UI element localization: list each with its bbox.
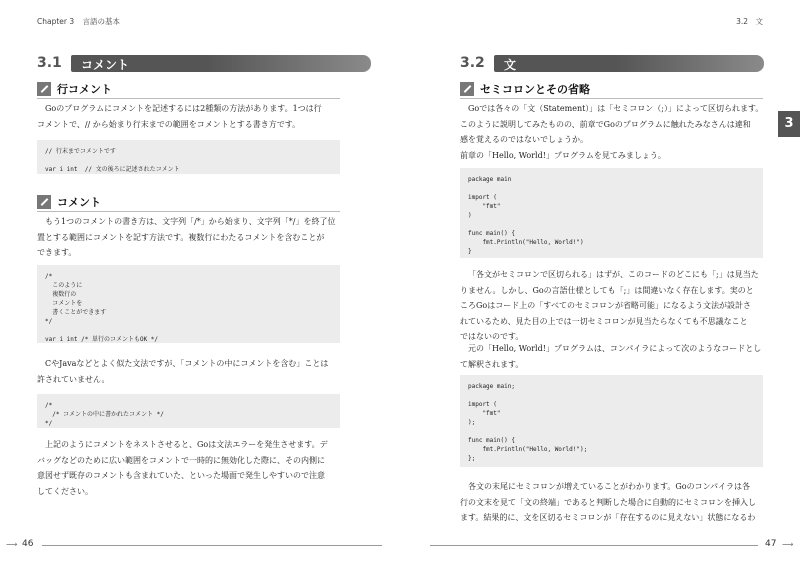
page-number-left: 46 (22, 539, 34, 549)
subheading-line-comment (37, 82, 340, 96)
subheading-title: セミコロンとその省略 (480, 83, 590, 96)
pencil-icon (460, 82, 474, 96)
page-number-right: 47 (765, 539, 777, 549)
paragraph: Goでは各々の「文（Statement）」は「セミコロン（;）」によって区切られます。 このように説明してみたものの、前章でGoのプログラムに触れたみなさんは違和 感を覚えるのではないでしょうか。 前章の「Hello, World!」プログラムを見てみましょう。 (460, 104, 764, 160)
arrow-right-icon: ⟶ (782, 540, 794, 549)
paragraph: Goのプログラムにコメントを記述するには2種類の方法があります。1つは行 コメントで、// から始まり行末までの範囲をコメントとする書き方です。 (37, 104, 322, 129)
pencil-icon (37, 195, 51, 209)
paragraph: 各文の末尾にセミコロンが増えていることがわかります。Goのコンパイラは各 行の文末を見て「文の終端」であると判断した場合に自動的にセミコロンを挿入し ます。結果的に、文を区切るセミコロンが「存在するのに見えない」状態になるわ (460, 482, 756, 522)
code-block: /* /* コメントの中に書かれたコメント */ */ (37, 394, 340, 428)
footer-rule-right (430, 545, 758, 546)
code-block: /* このように 複数行の コメントを 書くことができます */ var i int /* 単行のコメントもOK */ (37, 265, 340, 343)
paragraph: 上記のようにコメントをネストさせると、Goは文法エラーを発生させます。デ バッグなどのために広い範囲をコメントで一時的に無効化した際に、その内側に 意図せず既存のコメントも含まれていた、といった場面で発生しやすいので注意 してください。 (37, 440, 328, 496)
subheading-semicolon (460, 82, 763, 96)
section-number: 3.1 (37, 55, 62, 71)
chapter-tab: 3 (778, 111, 800, 137)
paragraph: 「各文がセミコロンで区切られる」はずが、このコードのどこにも「;」は見当た りません。しかし、Goの言語仕様としても「;」は間違いなく存在します。実のと ころGoはコード上の「すべてのセミコロンが省略可能」になるよう文法が設計さ れているため、見た目の上では一切セミコロンが見当たらなくても不思議なこと ではないのです。 (460, 270, 759, 341)
chapter-label: Chapter 3 (37, 17, 75, 26)
section-title-bar (494, 55, 764, 72)
subheading-rule (37, 211, 340, 212)
subheading-block-comment (37, 195, 340, 209)
section-heading-3-1 (37, 55, 377, 72)
running-header-right: 3.2 文 (736, 17, 763, 26)
code-block: package main; import ( "fmt" ); func main() { fmt.Println("Hello, World!"); }; (460, 375, 763, 467)
footer-rule-left (42, 545, 382, 546)
pencil-icon (37, 82, 51, 96)
subheading-title: 行コメント (57, 83, 112, 96)
subheading-rule (37, 98, 340, 99)
paragraph: 元の「Hello, World!」プログラムは、コンパイラによって次のようなコードとし て解釈されます。 (460, 344, 762, 369)
subheading-title: コメント (57, 196, 101, 209)
arrow-right-icon: ⟶ (6, 540, 18, 549)
code-block: // 行末までコメントです var i int // 文の後ろに記述されたコメント (37, 140, 340, 174)
section-title: 文 (504, 58, 517, 72)
code-block: package main import ( "fmt" ) func main() { fmt.Println("Hello, World!") } (460, 168, 763, 258)
paragraph: もう1つのコメントの書き方は、文字列「/*」から始まり、文字列「*/」を終了位 置とする範囲にコメントを記す方法です。複数行にわたるコメントを含むことが できます。 (37, 217, 336, 257)
section-heading-3-2 (460, 55, 770, 72)
chapter-title: 言語の基本 (82, 17, 121, 26)
running-header-left (37, 16, 120, 27)
section-number: 3.2 (460, 55, 485, 71)
section-title: コメント (81, 58, 130, 72)
subheading-rule (460, 98, 763, 99)
paragraph: CやJavaなどとよく似た文法ですが、「コメントの中にコメントを含む」ことは 許されていません。 (37, 359, 329, 384)
